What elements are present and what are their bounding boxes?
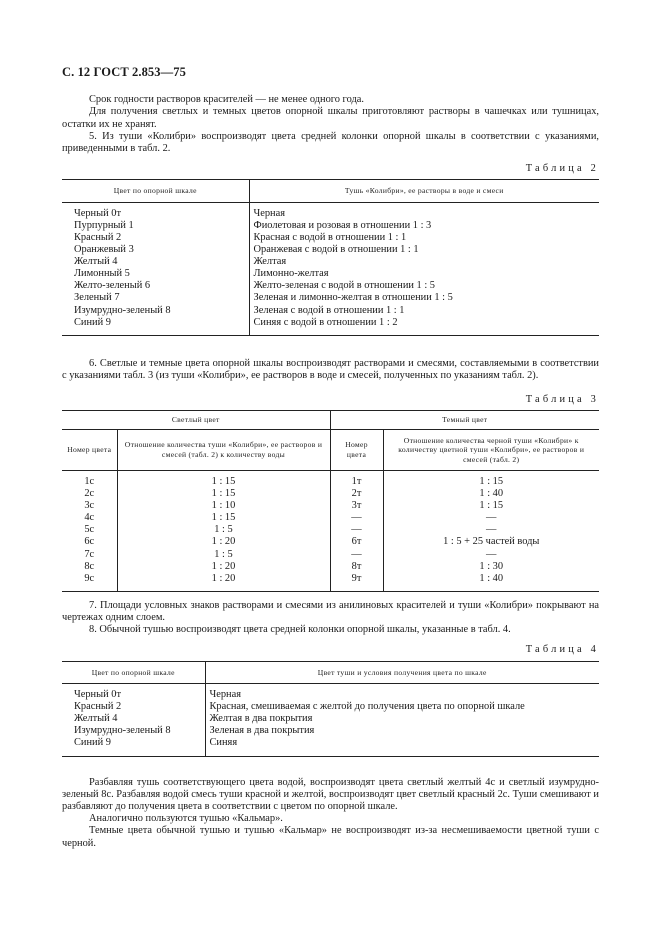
table-cell: Синяя с водой в отношении 1 : 2	[253, 316, 398, 328]
table-cell: 1 : 40	[479, 572, 504, 584]
table-cell: 2с	[62, 488, 117, 500]
table-cell: 1 : 5	[117, 549, 330, 561]
table-cell: Пурпурный 1	[62, 220, 249, 232]
table-row	[62, 317, 599, 336]
table-cell: Изумрудно-зеленый 8	[62, 725, 205, 737]
table-cell: Оранжевый 3	[62, 244, 249, 256]
table-cell: —	[330, 549, 383, 561]
table-cell: 1 : 15	[479, 500, 504, 512]
table-cell: —	[330, 524, 383, 536]
table-cell: 1с	[62, 471, 117, 489]
table-row	[62, 524, 599, 536]
table-row	[62, 561, 599, 573]
table3-sub-header: Номер цвета	[330, 429, 383, 470]
table-cell: 6т	[330, 536, 383, 548]
table-row	[62, 512, 599, 524]
table-cell: 1 : 20	[117, 561, 330, 573]
table-row	[62, 549, 599, 561]
table-row	[62, 256, 599, 268]
table-cell: 8с	[62, 561, 117, 573]
table-cell: Черный 0т	[62, 202, 249, 220]
table-cell: 3т	[330, 500, 383, 512]
table-cell: 1 : 20	[117, 536, 330, 548]
table-row	[62, 280, 599, 292]
paragraph: Разбавляя тушь соответствующего цвета водой, воспроизводят цвета светлый желтый 4с и светлый изумрудно-зеленый 8с. Разбавляя водой смесь туши красной и желтой, воспроизводят цвет светлый красный 2с. Туши смешивают и разбавляют до получения цвета в соответствии с цветом по опорной шкале.	[62, 776, 599, 812]
table-cell: 1 : 15	[117, 512, 330, 524]
table-3	[62, 410, 599, 591]
paragraph: 8. Обычной тушью воспроизводят цвета средней колонки опорной шкалы, указанные в табл. 4.	[89, 624, 511, 636]
table-row	[62, 471, 599, 489]
table-cell: Черная	[209, 689, 242, 701]
table3-sub-header: Отношение количества туши «Колибри», ее растворов и смесей (табл. 2) к количеству воды	[117, 429, 330, 470]
table-row	[62, 305, 599, 317]
paragraph: 6. Светлые и темные цвета опорной шкалы воспроизводят растворами и смесями, составляемыми в соответствии с указаниями табл. 3 (из туши «Колибри», ее растворов в воде и смесей, полученных по указаниям табл. 2).	[62, 357, 599, 381]
table-row	[62, 536, 599, 548]
table-cell: 4с	[62, 512, 117, 524]
page-header: С. 12 ГОСТ 2.853—75	[62, 65, 186, 79]
table-cell: —	[486, 524, 497, 536]
table-cell: Оранжевая с водой в отношении 1 : 1	[253, 244, 419, 256]
table3-group-header: Светлый цвет	[62, 411, 330, 429]
table-cell: 9с	[62, 573, 117, 592]
table-cell: 1т	[330, 471, 383, 489]
table-cell: Желтый 4	[62, 713, 205, 725]
table-cell: —	[330, 512, 383, 524]
table-cell: 1 : 5	[117, 524, 330, 536]
table-row	[62, 488, 599, 500]
paragraph: 7. Площади условных знаков растворами и смесями из анилиновых красителей и туши «Колибри» покрывают на чертежах одним слоем.	[62, 599, 599, 624]
table-cell: Красная с водой в отношении 1 : 1	[253, 232, 407, 244]
table-cell: Лимонный 5	[62, 268, 249, 280]
table-cell: —	[486, 512, 497, 524]
table-cell: Фиолетовая и розовая в отношении 1 : 3	[253, 219, 432, 231]
table-4	[62, 661, 599, 757]
table-cell: Зеленая с водой в отношении 1 : 1	[253, 304, 405, 316]
table4-header-cell: Цвет по опорной шкале	[62, 661, 205, 683]
table-cell: Лимонно-желтая	[253, 268, 329, 280]
table-cell: Зеленая и лимонно-желтая в отношении 1 : 5	[253, 292, 453, 304]
table-row	[62, 737, 599, 756]
table-cell: 1 : 15	[117, 471, 330, 489]
table-row	[62, 500, 599, 512]
table3-sub-header: Номер цвета	[62, 429, 117, 470]
table-cell: 8т	[330, 561, 383, 573]
table-cell: 2т	[330, 488, 383, 500]
table-cell: Желтая в два покрытия	[209, 713, 313, 725]
table-cell: Желто-зеленая с водой в отношении 1 : 5	[253, 280, 436, 292]
table-cell: Желтый 4	[62, 256, 249, 268]
table-row	[62, 268, 599, 280]
table-cell: Синий 9	[62, 317, 249, 336]
table-row	[62, 701, 599, 713]
table-cell: Зеленый 7	[62, 292, 249, 304]
paragraph: 5. Из туши «Колибри» воспроизводят цвета средней колонки опорной шкалы в соответствии с указаниями, приведенными в табл. 2.	[62, 130, 599, 155]
table2-header-cell: Цвет по опорной шкале	[62, 180, 249, 202]
paragraph: Для получения светлых и темных цветов опорной шкалы приготовляют растворы в чашечках или тушницах, остатки их не хранят.	[62, 106, 599, 130]
table-cell: Черная	[253, 207, 286, 219]
paragraph: Темные цвета обычной тушью и тушью «Кальмар» не воспроизводят из-за несмешиваемости цветной туши с черной.	[62, 825, 599, 849]
table-cell: Красная, смешиваемая с желтой до получения цвета по опорной шкале	[209, 701, 525, 713]
table-row	[62, 713, 599, 725]
table-row	[62, 232, 599, 244]
document-page	[62, 66, 599, 850]
table-cell: 1 : 5 + 25 частей воды	[443, 536, 540, 548]
table-row	[62, 202, 599, 220]
table-row	[62, 573, 599, 592]
table3-group-header: Темный цвет	[330, 411, 599, 429]
table2-header-cell: Тушь «Колибри», ее растворы в воде и смеси	[249, 180, 599, 202]
table-row	[62, 220, 599, 232]
table-cell: Черный 0т	[62, 684, 205, 702]
table-cell: Красный 2	[62, 232, 249, 244]
table-cell: 5с	[62, 524, 117, 536]
paragraph: Аналогично пользуются тушью «Кальмар».	[89, 813, 283, 825]
table-cell: 1 : 10	[117, 500, 330, 512]
table-cell: 6с	[62, 536, 117, 548]
table-cell: —	[486, 548, 497, 560]
table-cell: Желто-зеленый 6	[62, 280, 249, 292]
table-row	[62, 292, 599, 304]
table-row	[62, 684, 599, 702]
table-cell: 1 : 15	[479, 476, 504, 487]
table-cell: 7с	[62, 549, 117, 561]
table-row	[62, 725, 599, 737]
paragraph: Срок годности растворов красителей — не менее одного года.	[89, 94, 364, 106]
table-cell: Красный 2	[62, 701, 205, 713]
table-cell: 3с	[62, 500, 117, 512]
table-cell: 1 : 15	[117, 488, 330, 500]
table-cell: Синяя	[209, 737, 238, 749]
table-cell: 1 : 30	[479, 560, 504, 572]
table-2	[62, 179, 599, 335]
table3-sub-header: Отношение количества черной туши «Колибри» к количеству цветной туши «Колибри», ее растворов и смесей (табл. 2)	[383, 429, 599, 470]
table-cell: Синий 9	[62, 737, 205, 756]
table-cell: 1 : 40	[479, 488, 504, 500]
table4-caption: Таблица 4	[525, 644, 599, 656]
table-cell: 1 : 20	[117, 573, 330, 592]
table-cell: Зеленая в два покрытия	[209, 725, 315, 737]
table2-caption: Таблица 2	[525, 163, 599, 175]
table4-header-cell: Цвет туши и условия получения цвета по шкале	[205, 661, 599, 683]
table3-caption: Таблица 3	[525, 394, 599, 406]
table-row	[62, 244, 599, 256]
table-cell: Желтая	[253, 256, 287, 268]
table-cell: Изумрудно-зеленый 8	[62, 305, 249, 317]
table-cell: 9т	[330, 573, 383, 592]
